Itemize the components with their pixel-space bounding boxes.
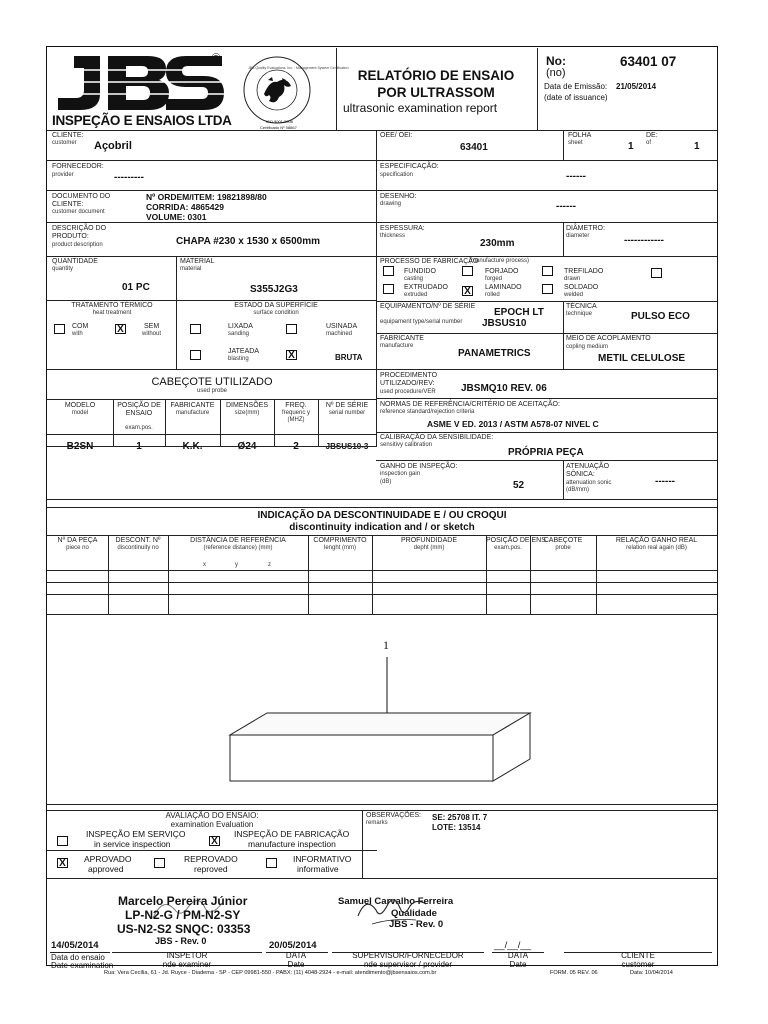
fundido-checkbox[interactable]: [383, 266, 394, 276]
reproved-checkbox[interactable]: [154, 858, 165, 868]
discontinuity-col-header: POSIÇÃO DE ENS.: [486, 537, 548, 544]
order-item: Nº ORDEM/ITEM: 19821898/80: [146, 192, 267, 202]
oee-value: 63401: [460, 142, 488, 153]
discontinuity-col-header: Nº DA PEÇA: [57, 537, 98, 544]
report-no-value: 63401 07: [620, 54, 677, 69]
equipment-value: EPOCH LT: [494, 307, 544, 318]
discontinuity-col-sub: lenght (mm): [323, 545, 356, 551]
supervisor-dept: Qualidade: [391, 908, 437, 919]
footer-address: Rua: Vera Cecília, 61 - Jd. Ruyce - Diadema - SP - CEP 09981-550 - PABX: (11) 4048-2924 - e-mail: atendimento@jbsensaios.com.br: [104, 970, 437, 976]
provider-value: ---------: [114, 172, 144, 183]
soldado-checkbox[interactable]: [542, 284, 553, 294]
discontinuity-col-header: CABEÇOTE: [543, 537, 583, 544]
extra-checkbox[interactable]: [651, 268, 662, 278]
manufacture-inspection-checkbox[interactable]: X: [209, 836, 220, 846]
remarks-line1: SE: 25708 IT. 7: [432, 813, 488, 822]
emission-value: 21/05/2014: [616, 82, 657, 91]
report-title-en: ultrasonic examination report: [343, 101, 498, 115]
discontinuity-col-sub: exam.pos.: [494, 545, 522, 551]
jateada-checkbox[interactable]: [190, 350, 201, 360]
seal-text: JBS Quality Evaluations, Inc. · Management System Certification: [248, 66, 349, 70]
inspector-cert1: LP-N2-G / PM-N2-SY: [125, 908, 241, 922]
probe-serial: JBSUS10-3: [325, 442, 369, 451]
seal-iso: ISO 9001:2008: [266, 119, 293, 124]
emission-sub: (date of issuance): [544, 93, 608, 102]
supervisor-rev: JBS - Rev. 0: [389, 919, 444, 930]
usinada-checkbox[interactable]: [286, 324, 297, 334]
probe-size: Ø24: [237, 441, 257, 452]
heat-treatment-com-checkbox[interactable]: [54, 324, 65, 334]
inspector-cert2: US-N2-S2 SNQC: 03353: [117, 922, 251, 936]
discontinuity-col-header: DISTÂNCIA DE REFERÊNCIA: [190, 537, 286, 544]
sketch-label: 1: [383, 638, 389, 652]
registered-mark: ®: [212, 52, 221, 64]
probe-position: 1: [136, 441, 142, 452]
quantity-value: 01 PC: [122, 282, 150, 293]
forjado-checkbox[interactable]: [462, 266, 473, 276]
supervisor-signature-icon: [352, 890, 432, 934]
informative-checkbox[interactable]: [266, 858, 277, 868]
service-inspection-checkbox[interactable]: [57, 836, 68, 846]
footer-date: Data: 10/04/2014: [630, 970, 673, 976]
procedure-value: JBSMQ10 REV. 06: [461, 383, 547, 394]
lixada-checkbox[interactable]: [190, 324, 201, 334]
customer-date: __/__/__: [494, 940, 531, 951]
client-value: Açobril: [94, 140, 132, 152]
material-value: S355J2G3: [250, 284, 298, 295]
bruta-checkbox[interactable]: X: [286, 350, 297, 360]
discontinuity-col-sub: relation real again (dB): [626, 545, 687, 551]
norm-value: ASME V ED. 2013 / ASTM A578-07 NIVEL C: [427, 419, 599, 429]
extrudado-checkbox[interactable]: [383, 284, 394, 294]
product-value: CHAPA #230 x 1530 x 6500mm: [176, 236, 320, 247]
inspector-signature-icon: [148, 888, 228, 938]
probe-title: CABEÇOTE UTILIZADO: [151, 376, 273, 388]
corrida: CORRIDA: 4865429: [146, 202, 224, 212]
discontinuity-title-en: discontinuity indication and / or sketch: [289, 522, 475, 533]
probe-manufacturer: K.K.: [182, 441, 203, 452]
discontinuity-col-sub: probe: [555, 545, 571, 551]
equipment-serial: JBSUS10: [482, 318, 527, 329]
inspector-name: Marcelo Pereira Júnior: [118, 894, 248, 908]
discontinuity-col-header: COMPRIMENTO: [313, 537, 367, 544]
supervisor-date: 20/05/2014: [269, 940, 317, 951]
discontinuity-col-header: DESCONT. Nº: [115, 537, 161, 544]
remarks-line2: LOTE: 13514: [432, 823, 481, 832]
probe-model: B2SN: [66, 441, 94, 452]
emission-label: Data de Emissão:: [544, 82, 608, 91]
technique-value: PULSO ECO: [631, 311, 690, 322]
discontinuity-col-sub: depht (mm): [413, 545, 445, 551]
report-title-line2: POR ULTRASSOM: [377, 85, 495, 100]
probe-frequency: 2: [293, 441, 299, 452]
report-no-label: No:: [546, 54, 566, 68]
discontinuity-title: INDICAÇÃO DA DESCONTINUIDADE E / OU CROQUI: [257, 510, 507, 521]
supervisor-name: Samuel Carvalho Ferreira: [338, 896, 454, 907]
logo: [52, 52, 232, 114]
company-name: INSPEÇÃO E ENSAIOS LTDA: [52, 113, 232, 128]
inspector-rev: JBS - Rev. 0: [155, 936, 207, 946]
trefilado-checkbox[interactable]: [542, 266, 553, 276]
exam-date: 14/05/2014: [51, 940, 99, 951]
discontinuity-col-header: PROFUNDIDADE: [400, 537, 457, 544]
gain-value: 52: [513, 480, 525, 491]
calibration-value: PRÓPRIA PEÇA: [508, 447, 584, 458]
seal-cert: Certificado Nº 08867: [260, 125, 297, 130]
laminado-checkbox[interactable]: X: [462, 286, 473, 296]
discontinuity-col-sub: discontinuity no: [117, 545, 159, 551]
manufacturer-value: PANAMETRICS: [458, 348, 531, 359]
discontinuity-col-header: RELAÇÃO GANHO REAL: [615, 537, 698, 544]
discontinuity-col-sub: piece no: [66, 545, 89, 551]
thickness-value: 230mm: [480, 238, 515, 249]
report-title-line1: RELATÓRIO DE ENSAIO: [357, 68, 515, 83]
volume: VOLUME: 0301: [146, 212, 207, 222]
approved-checkbox[interactable]: X: [57, 858, 68, 868]
footer-form: FORM. 05 REV. 06: [550, 970, 598, 976]
sketch-area: [47, 614, 717, 804]
coupling-value: METIL CELULOSE: [598, 353, 686, 364]
heat-treatment-sem-checkbox[interactable]: X: [115, 324, 126, 334]
discontinuity-col-sub: (reference distance) (mm): [203, 545, 273, 551]
report-no-sub: (no): [546, 67, 566, 79]
